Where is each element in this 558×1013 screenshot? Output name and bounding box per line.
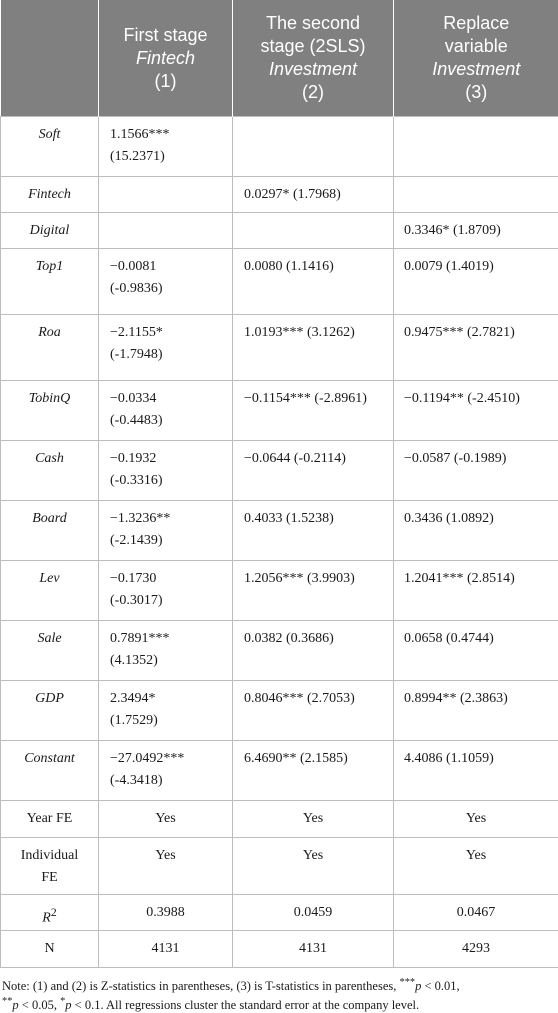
row-label: Digital (1, 213, 99, 249)
cell-col2: 0.0297* (1.7968) (233, 177, 394, 213)
header-col2-line3: Investment (239, 58, 387, 81)
cell-col1 (99, 441, 233, 501)
note-p-1: p (415, 979, 421, 993)
note-threshold-2: < 0.05, (19, 998, 60, 1012)
row-label: Fintech (1, 177, 99, 213)
cell-stat: (4.1352) (110, 650, 226, 672)
cell-col3: 1.2041*** (2.8514) (394, 561, 558, 621)
cell-stat: (-0.3316) (110, 470, 226, 492)
cell-col1 (99, 381, 233, 441)
cell-stat: (-1.7948) (110, 344, 226, 366)
cell-coef: −2.1155* (110, 322, 226, 344)
row-label: Board (1, 501, 99, 561)
cell-col3: 4.4086 (1.1059) (394, 741, 558, 801)
note-p-2: p (12, 998, 18, 1012)
cell-col1 (99, 621, 233, 681)
cell-coef: 2.3494* (110, 688, 226, 710)
cell-stat: (-0.9836) (110, 278, 226, 300)
cell-coef: −0.0081 (110, 256, 226, 278)
cell-col2: 0.0459 (233, 895, 394, 931)
cell-col1 (99, 741, 233, 801)
note-stars-1: *** (400, 977, 416, 988)
table-row (1, 177, 558, 213)
row-label: Roa (1, 315, 99, 381)
cell-stat: (15.2371) (110, 146, 226, 168)
cell-stat: (1.7529) (110, 710, 226, 732)
row-label: Sale (1, 621, 99, 681)
header-col2-line2: stage (2SLS) (239, 35, 387, 58)
row-label-line2: FE (7, 867, 92, 889)
row-label: Soft (1, 117, 99, 177)
cell-col3: Yes (394, 838, 558, 895)
cell-col3: 0.0658 (0.4744) (394, 621, 558, 681)
cell-col1: 4131 (99, 931, 233, 968)
cell-col2: 4131 (233, 931, 394, 968)
table-row (1, 249, 558, 315)
cell-col1: Yes (99, 801, 233, 838)
note-stars-2: ** (2, 996, 12, 1007)
cell-col1 (99, 117, 233, 177)
cell-col2: 1.2056*** (3.9903) (233, 561, 394, 621)
cell-stat: (-0.4483) (110, 410, 226, 432)
header-col3-line2: variable (400, 35, 553, 58)
cell-coef: 1.1566*** (110, 124, 226, 146)
row-label (1, 838, 99, 895)
cell-coef: −1.3236** (110, 508, 226, 530)
row-label: Top1 (1, 249, 99, 315)
note-p-3: p (65, 998, 71, 1012)
cell-col1 (99, 213, 233, 249)
header-col2 (233, 0, 394, 117)
cell-col2 (233, 117, 394, 177)
table-row (1, 561, 558, 621)
cell-col2: 0.0382 (0.3686) (233, 621, 394, 681)
row-label: GDP (1, 681, 99, 741)
header-col3 (394, 0, 558, 117)
header-col3-line3: Investment (400, 58, 553, 81)
header-col2-line4: (2) (239, 81, 387, 104)
cell-col1: 0.3988 (99, 895, 233, 931)
cell-col2: Yes (233, 838, 394, 895)
row-label: Lev (1, 561, 99, 621)
table-row-r-squared (1, 895, 558, 931)
cell-col3: −0.0587 (-0.1989) (394, 441, 558, 501)
cell-col1 (99, 315, 233, 381)
note-text: Note: (1) and (2) is Z-statistics in parentheses, (3) is T-statistics in parentheses, (2, 979, 400, 993)
cell-col3: −0.1194** (-2.4510) (394, 381, 558, 441)
row-label: N (1, 931, 99, 968)
table-row (1, 213, 558, 249)
cell-col2: −0.1154*** (-2.8961) (233, 381, 394, 441)
r-squared-exponent: 2 (51, 906, 57, 919)
note-stars-3: * (60, 996, 65, 1007)
header-col1-line1: First stage (105, 24, 226, 47)
cell-coef: 0.7891*** (110, 628, 226, 650)
cell-col3: 0.8994** (2.3863) (394, 681, 558, 741)
cell-coef: −0.1932 (110, 448, 226, 470)
row-label-line1: Individual (7, 845, 92, 867)
cell-col3: 0.9475*** (2.7821) (394, 315, 558, 381)
cell-coef: −0.0334 (110, 388, 226, 410)
cell-col1 (99, 177, 233, 213)
cell-col1 (99, 561, 233, 621)
row-label: TobinQ (1, 381, 99, 441)
cell-col3: 4293 (394, 931, 558, 968)
row-label: Year FE (1, 801, 99, 838)
header-blank (1, 0, 99, 117)
cell-col2: Yes (233, 801, 394, 838)
note-threshold-1: < 0.01, (421, 979, 459, 993)
cell-col2: 0.4033 (1.5238) (233, 501, 394, 561)
table-note (0, 968, 558, 1013)
header-col3-line4: (3) (400, 81, 553, 104)
cell-col2: 0.8046*** (2.7053) (233, 681, 394, 741)
table-row (1, 741, 558, 801)
table-row (1, 681, 558, 741)
cell-col2 (233, 213, 394, 249)
header-col3-line1: Replace (400, 12, 553, 35)
header-col2-line1: The second (239, 12, 387, 35)
cell-col3 (394, 177, 558, 213)
row-label: Cash (1, 441, 99, 501)
cell-stat: (-0.3017) (110, 590, 226, 612)
cell-col2: −0.0644 (-0.2114) (233, 441, 394, 501)
cell-col1: Yes (99, 838, 233, 895)
table-row-year-fe (1, 801, 558, 838)
cell-coef: −0.1730 (110, 568, 226, 590)
table-row (1, 441, 558, 501)
table-row-n (1, 931, 558, 968)
cell-col2: 0.0080 (1.1416) (233, 249, 394, 315)
header-col1 (99, 0, 233, 117)
cell-col1 (99, 501, 233, 561)
table-row (1, 315, 558, 381)
r-squared-symbol: R (42, 911, 51, 926)
cell-col1 (99, 681, 233, 741)
row-label (1, 895, 99, 931)
table-row (1, 501, 558, 561)
table-row (1, 621, 558, 681)
cell-col1 (99, 249, 233, 315)
cell-stat: (-2.1439) (110, 530, 226, 552)
header-col1-line3: (1) (105, 70, 226, 93)
note-threshold-3: < 0.1. All regressions cluster the standard error at the company level. (72, 998, 420, 1012)
header-row (1, 0, 558, 117)
cell-col3: Yes (394, 801, 558, 838)
cell-col3: 0.3436 (1.0892) (394, 501, 558, 561)
cell-coef: −27.0492*** (110, 748, 226, 770)
cell-col2: 6.4690** (2.1585) (233, 741, 394, 801)
cell-col3: 0.0467 (394, 895, 558, 931)
cell-col3 (394, 117, 558, 177)
cell-col3: 0.3346* (1.8709) (394, 213, 558, 249)
cell-col2: 1.0193*** (3.1262) (233, 315, 394, 381)
cell-col3: 0.0079 (1.4019) (394, 249, 558, 315)
table-row-individual-fe (1, 838, 558, 895)
row-label: Constant (1, 741, 99, 801)
header-col1-line2: Fintech (105, 47, 226, 70)
table-row (1, 381, 558, 441)
table-row (1, 117, 558, 177)
cell-stat: (-4.3418) (110, 770, 226, 792)
